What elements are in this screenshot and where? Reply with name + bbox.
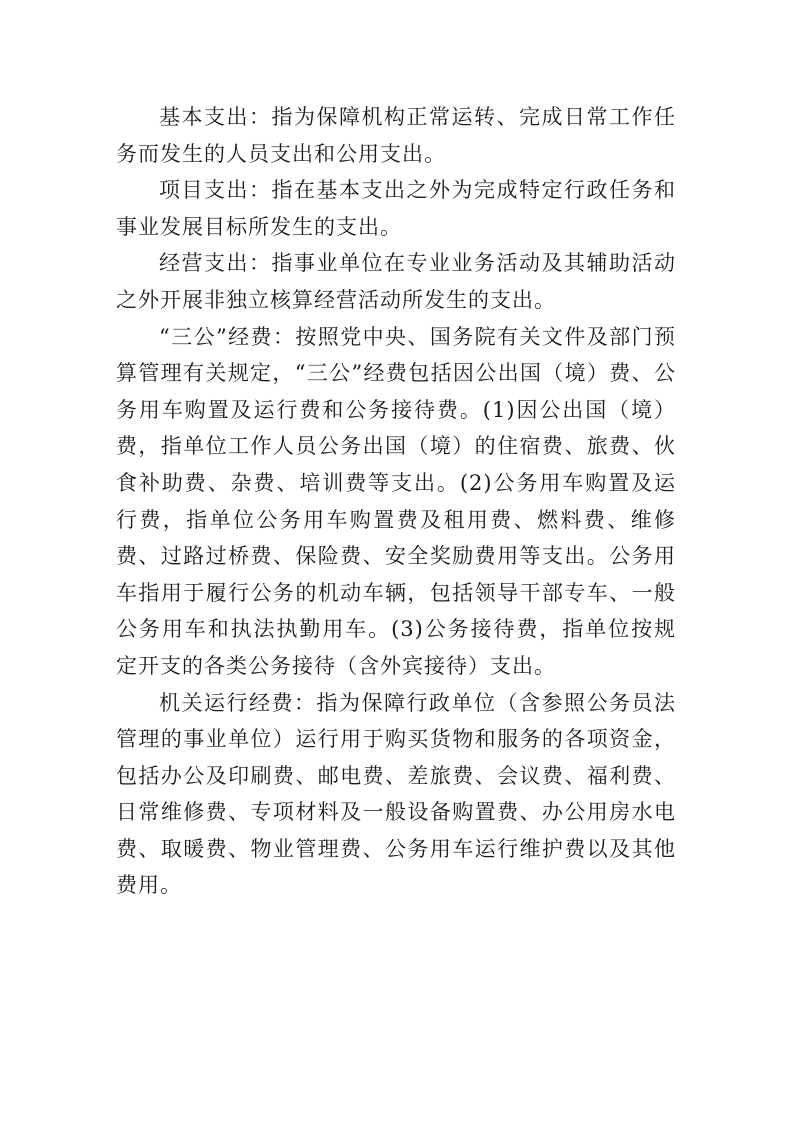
document-body	[116, 99, 676, 904]
paragraph-basic-expenditure: 基本支出：指为保障机构正常运转、完成日常工作任务而发生的人员支出和公用支出。	[116, 105, 676, 166]
paragraph-three-public-expenses: “三公”经费：按照党中央、国务院有关文件及部门预算管理有关规定，“三公”经费包括因公出国（境）费、公务用车购置及运行费和公务接待费。(1)因公出国（境）费，指单位工作人员公务出国（境）的住宿费、旅费、伙食补助费、杂费、培训费等支出。(2)公务用车购置及运行费，指单位公务用车购置费及租用费、燃料费、维修费、过路过桥费、保险费、安全奖励费用等支出。公务用车指用于履行公务的机动车辆，包括领导干部专车、一般公务用车和执法执勤用车。(3)公务接待费，指单位按规定开支的各类公务接待（含外宾接待）支出。	[116, 324, 676, 678]
paragraph-operating-expenditure: 经营支出：指事业单位在专业业务活动及其辅助活动之外开展非独立核算经营活动所发生的支出。	[116, 251, 676, 312]
paragraph-agency-operating-funds: 机关运行经费：指为保障行政单位（含参照公务员法管理的事业单位）运行用于购买货物和服务的各项资金，包括办公及印刷费、邮电费、差旅费、会议费、福利费、日常维修费、专项材料及一般设备购置费、办公用房水电费、取暖费、物业管理费、公务用车运行维护费以及其他费用。	[116, 690, 676, 898]
paragraph-project-expenditure: 项目支出：指在基本支出之外为完成特定行政任务和事业发展目标所发生的支出。	[116, 178, 676, 239]
